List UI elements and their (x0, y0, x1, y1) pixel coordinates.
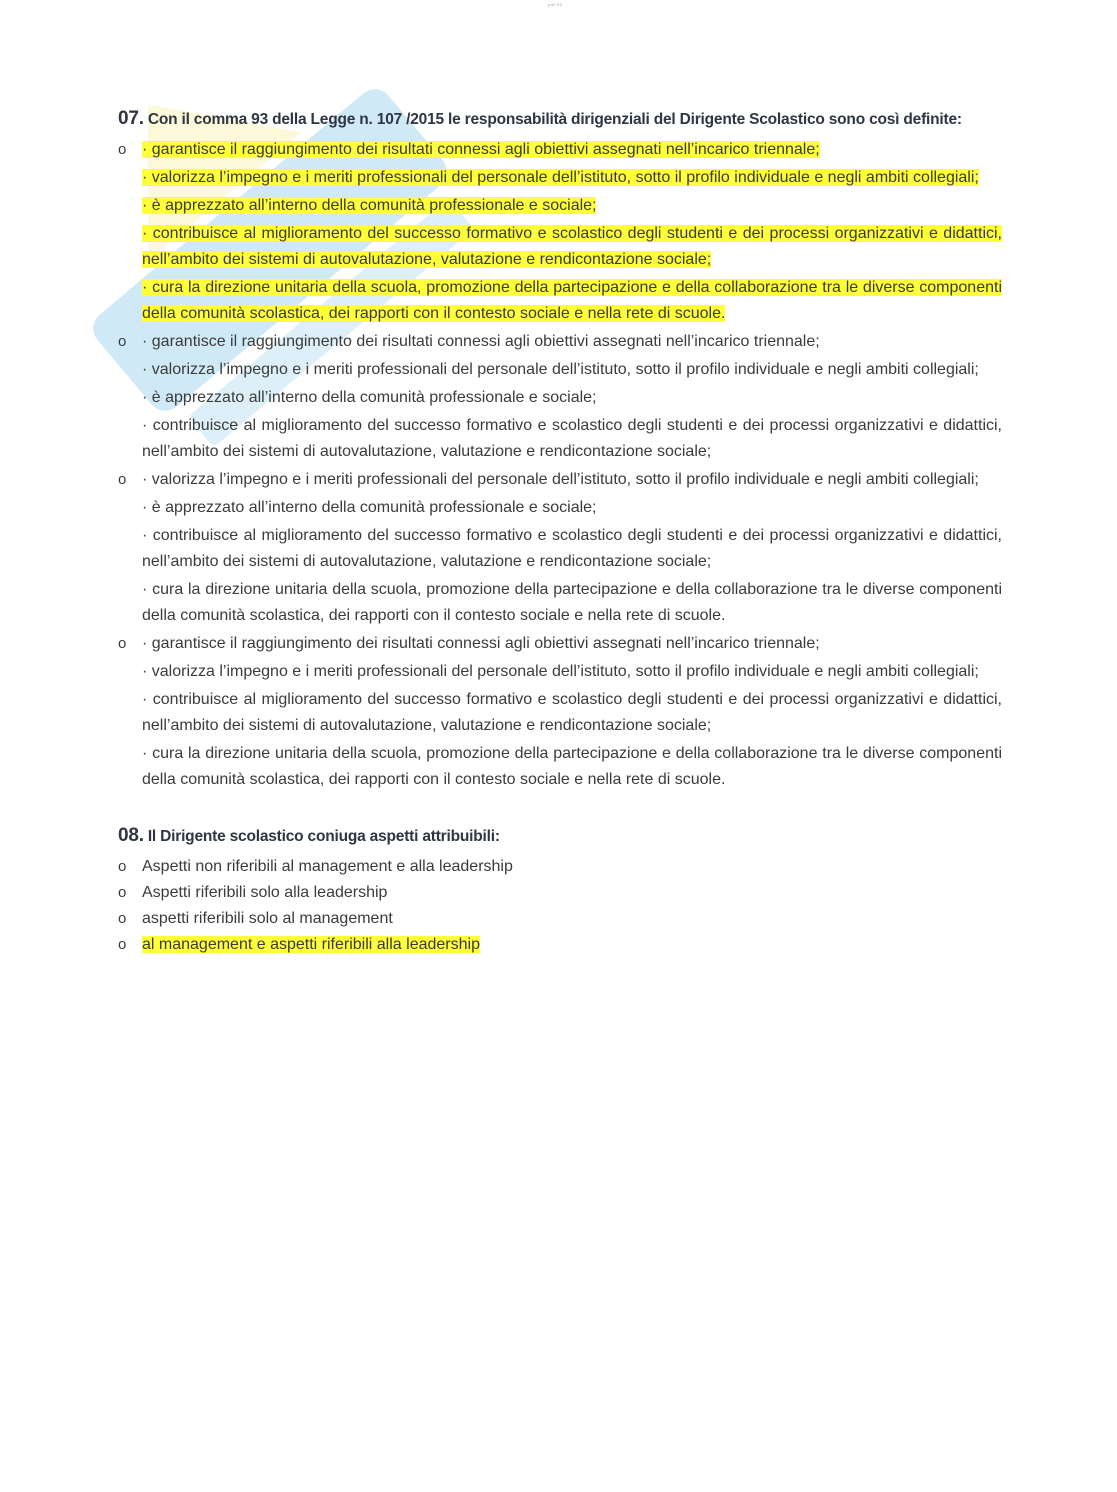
radio-circle-icon[interactable]: o (118, 471, 127, 488)
option-line (142, 193, 1002, 219)
option-line-text: · garantisce il raggiungimento dei risultati connessi agli obiettivi assegnati nell’incarico triennale; (142, 635, 820, 652)
answer-options (118, 854, 1002, 958)
page-header-mark: pdf-03 (548, 2, 563, 7)
option-line (142, 137, 1002, 163)
answer-option[interactable] (118, 932, 1002, 958)
option-line (142, 495, 1002, 521)
option-line-text: · valorizza l’impegno e i meriti professionali del personale dell’istituto, sotto il profilo individuale e negli ambiti collegiali; (142, 471, 979, 488)
option-line-text: · è apprezzato all’interno della comunità professionale e sociale; (142, 389, 597, 406)
option-line-text: · cura la direzione unitaria della scuola, promozione della partecipazione e della collaborazione tra le diverse componenti della comunità scolastica, dei rapporti con il contesto sociale e nella rete di scuole. (142, 745, 1002, 788)
answer-option[interactable] (118, 329, 1002, 465)
answer-option[interactable] (118, 906, 1002, 932)
option-line (142, 741, 1002, 793)
option-line-text: · cura la direzione unitaria della scuola, promozione della partecipazione e della collaborazione tra le diverse componenti della comunità scolastica, dei rapporti con il contesto sociale e nella rete di scuole. (142, 581, 1002, 624)
option-text: Aspetti riferibili solo alla leadership (142, 884, 388, 901)
option-line (142, 413, 1002, 465)
option-line-text: · contribuisce al miglioramento del successo formativo e scolastico degli studenti e dei processi organizzativi e didattici, nell’ambito dei sistemi di autovalutazione, valutazione e rendicontazione sociale; (142, 225, 1002, 268)
radio-circle-icon[interactable]: o (118, 910, 127, 927)
option-line-text: · garantisce il raggiungimento dei risultati connessi agli obiettivi assegnati nell’incarico triennale; (142, 333, 820, 350)
question-text: Con il comma 93 della Legge n. 107 /2015 le responsabilità dirigenziali del Dirigente Scolastico sono così definite: (147, 111, 962, 128)
option-line (142, 577, 1002, 629)
option-line-text: · cura la direzione unitaria della scuola, promozione della partecipazione e della collaborazione tra le diverse componenti della comunità scolastica, dei rapporti con il contesto sociale e nella rete di scuole. (142, 279, 1002, 322)
question-08 (118, 823, 1002, 958)
option-line (142, 467, 1002, 493)
document-page (118, 106, 1002, 958)
option-line-text: · è apprezzato all’interno della comunità professionale e sociale; (142, 197, 597, 214)
option-line (142, 357, 1002, 383)
question-text: Il Dirigente scolastico coniuga aspetti attribuibili: (147, 828, 500, 845)
answer-option[interactable] (118, 631, 1002, 793)
option-line (142, 221, 1002, 273)
answer-option[interactable] (118, 854, 1002, 880)
radio-circle-icon[interactable]: o (118, 936, 127, 953)
radio-circle-icon[interactable]: o (118, 884, 127, 901)
answer-options (118, 137, 1002, 793)
answer-option[interactable] (118, 880, 1002, 906)
question-number: 08. (118, 825, 144, 846)
option-line-text: · garantisce il raggiungimento dei risultati connessi agli obiettivi assegnati nell’incarico triennale; (142, 141, 820, 158)
radio-circle-icon[interactable]: o (118, 858, 127, 875)
question-07 (118, 106, 1002, 793)
question-number: 07. (118, 108, 144, 129)
radio-circle-icon[interactable]: o (118, 141, 127, 158)
option-line-text: · è apprezzato all’interno della comunità professionale e sociale; (142, 499, 597, 516)
question-title (118, 823, 1002, 850)
option-line-text: · contribuisce al miglioramento del successo formativo e scolastico degli studenti e dei processi organizzativi e didattici, nell’ambito dei sistemi di autovalutazione, valutazione e rendicontazione sociale; (142, 417, 1002, 460)
question-title (118, 106, 1002, 133)
option-text: al management e aspetti riferibili alla leadership (142, 936, 480, 953)
option-line-text: · valorizza l’impegno e i meriti professionali del personale dell’istituto, sotto il profilo individuale e negli ambiti collegiali; (142, 663, 979, 680)
option-line-text: · contribuisce al miglioramento del successo formativo e scolastico degli studenti e dei processi organizzativi e didattici, nell’ambito dei sistemi di autovalutazione, valutazione e rendicontazione sociale; (142, 691, 1002, 734)
option-line (142, 523, 1002, 575)
option-line (142, 385, 1002, 411)
radio-circle-icon[interactable]: o (118, 333, 127, 350)
answer-option[interactable] (118, 467, 1002, 629)
option-line-text: · valorizza l’impegno e i meriti professionali del personale dell’istituto, sotto il profilo individuale e negli ambiti collegiali; (142, 361, 979, 378)
option-line (142, 659, 1002, 685)
option-line (142, 275, 1002, 327)
option-line (142, 329, 1002, 355)
option-line (142, 631, 1002, 657)
radio-circle-icon[interactable]: o (118, 635, 127, 652)
option-line (142, 687, 1002, 739)
option-line (142, 165, 1002, 191)
option-text: Aspetti non riferibili al management e alla leadership (142, 858, 513, 875)
answer-option[interactable] (118, 137, 1002, 327)
option-text: aspetti riferibili solo al management (142, 910, 393, 927)
option-line-text: · contribuisce al miglioramento del successo formativo e scolastico degli studenti e dei processi organizzativi e didattici, nell’ambito dei sistemi di autovalutazione, valutazione e rendicontazione sociale; (142, 527, 1002, 570)
option-line-text: · valorizza l’impegno e i meriti professionali del personale dell’istituto, sotto il profilo individuale e negli ambiti collegiali; (142, 169, 979, 186)
